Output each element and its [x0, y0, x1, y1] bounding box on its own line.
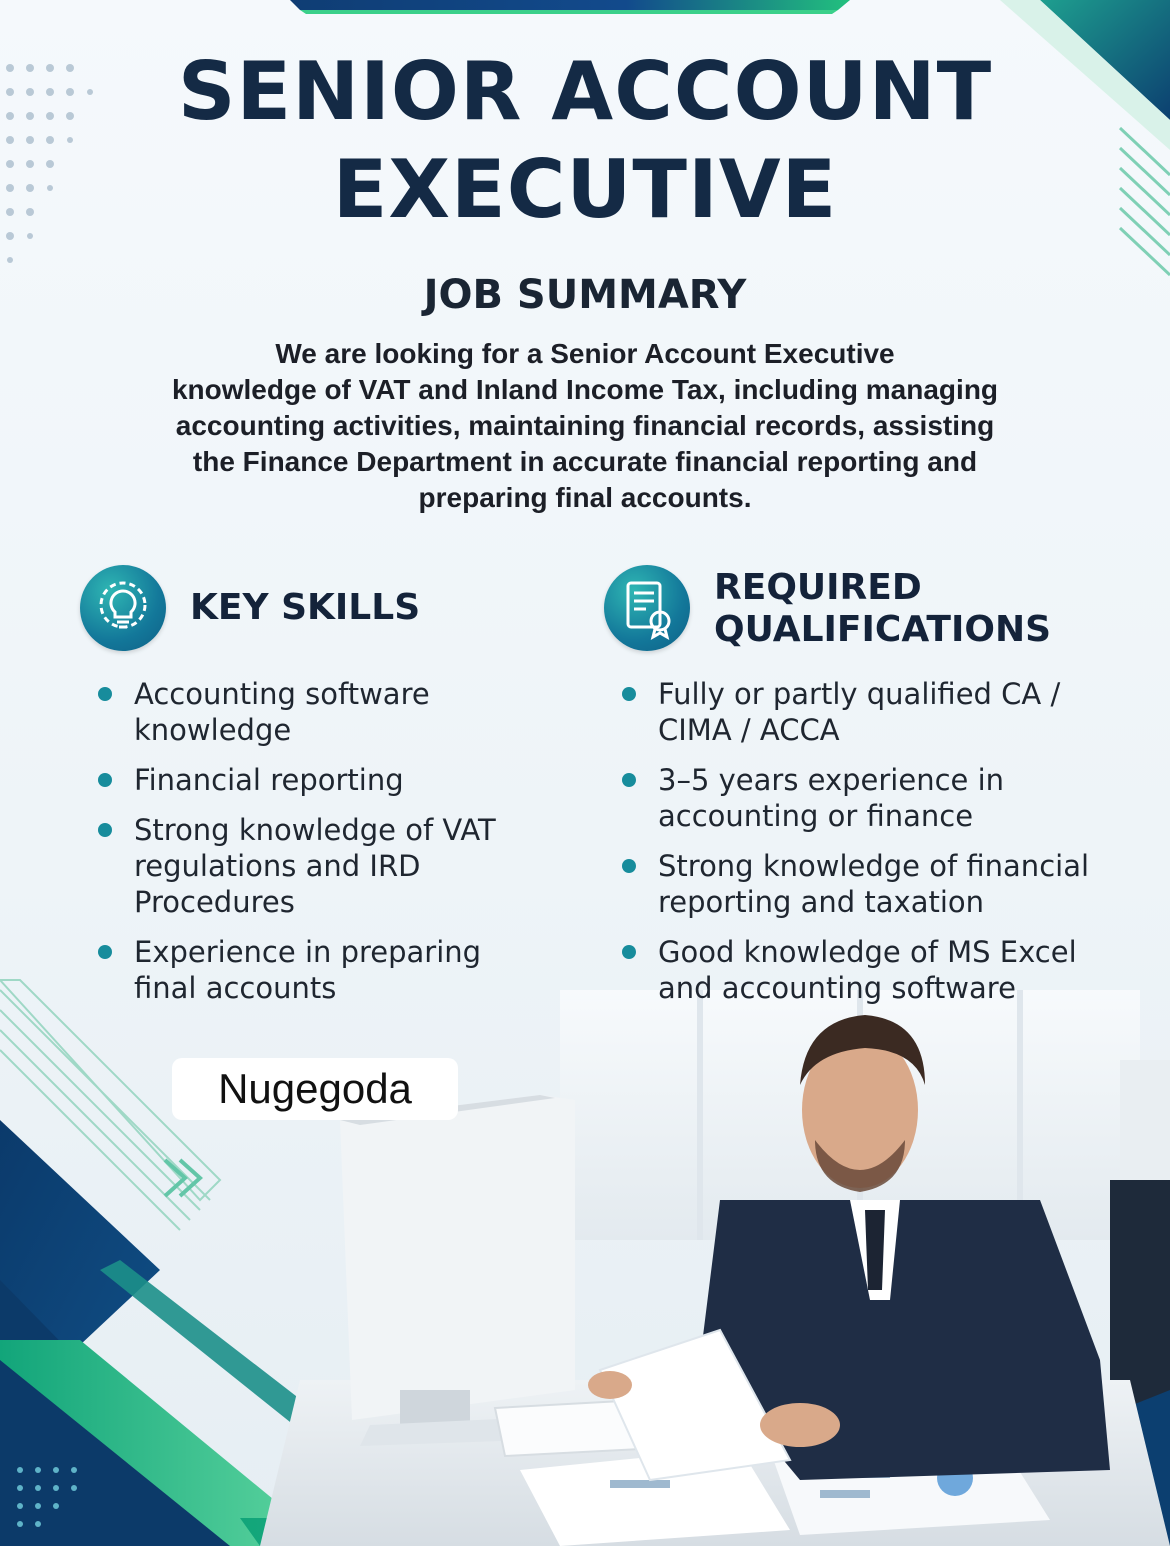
qualifications-list	[622, 676, 1122, 1020]
summary-line: the Finance Department in accurate financial reporting and	[192, 446, 978, 477]
bullet-icon	[98, 773, 112, 787]
qualifications-heading-line-2: QUALIFICATIONS	[714, 609, 1052, 650]
summary-line: preparing final accounts.	[418, 482, 752, 513]
bullet-icon	[622, 687, 636, 701]
list-item: Experience in preparing final accounts	[98, 934, 528, 1006]
title-line-2: EXECUTIVE	[332, 143, 838, 236]
list-item: Fully or partly qualified CA / CIMA / ACCA	[622, 676, 1122, 748]
title-line-1: SENIOR ACCOUNT	[177, 45, 993, 138]
key-skills-list	[98, 676, 528, 1020]
bullet-icon	[622, 945, 636, 959]
list-item: Financial reporting	[98, 762, 528, 798]
bullet-icon	[98, 687, 112, 701]
bullet-icon	[622, 859, 636, 873]
summary-line: knowledge of VAT and Inland Income Tax, including managing	[171, 374, 999, 405]
list-item: Strong knowledge of VAT regulations and IRD Procedures	[98, 812, 528, 920]
qualifications-heading-line-1: REQUIRED	[714, 567, 922, 608]
summary-line: We are looking for a Senior Account Executive	[275, 338, 895, 369]
certificate-icon	[604, 565, 690, 651]
bullet-icon	[98, 823, 112, 837]
summary-line: accounting activities, maintaining financial records, assisting	[175, 410, 995, 441]
list-item: Strong knowledge of financial reporting and taxation	[622, 848, 1122, 920]
job-summary-text	[60, 336, 1110, 516]
qualifications-heading	[714, 567, 1051, 651]
lightbulb-gear-icon	[80, 565, 166, 651]
location-label: Nugegoda	[172, 1058, 458, 1120]
bullet-icon	[98, 945, 112, 959]
list-item: 3–5 years experience in accounting or finance	[622, 762, 1122, 834]
key-skills-heading: KEY SKILLS	[190, 587, 421, 628]
job-summary-heading: JOB SUMMARY	[423, 272, 747, 318]
list-item: Accounting software knowledge	[98, 676, 528, 748]
bullet-icon	[622, 773, 636, 787]
list-item: Good knowledge of MS Excel and accounting software	[622, 934, 1122, 1006]
